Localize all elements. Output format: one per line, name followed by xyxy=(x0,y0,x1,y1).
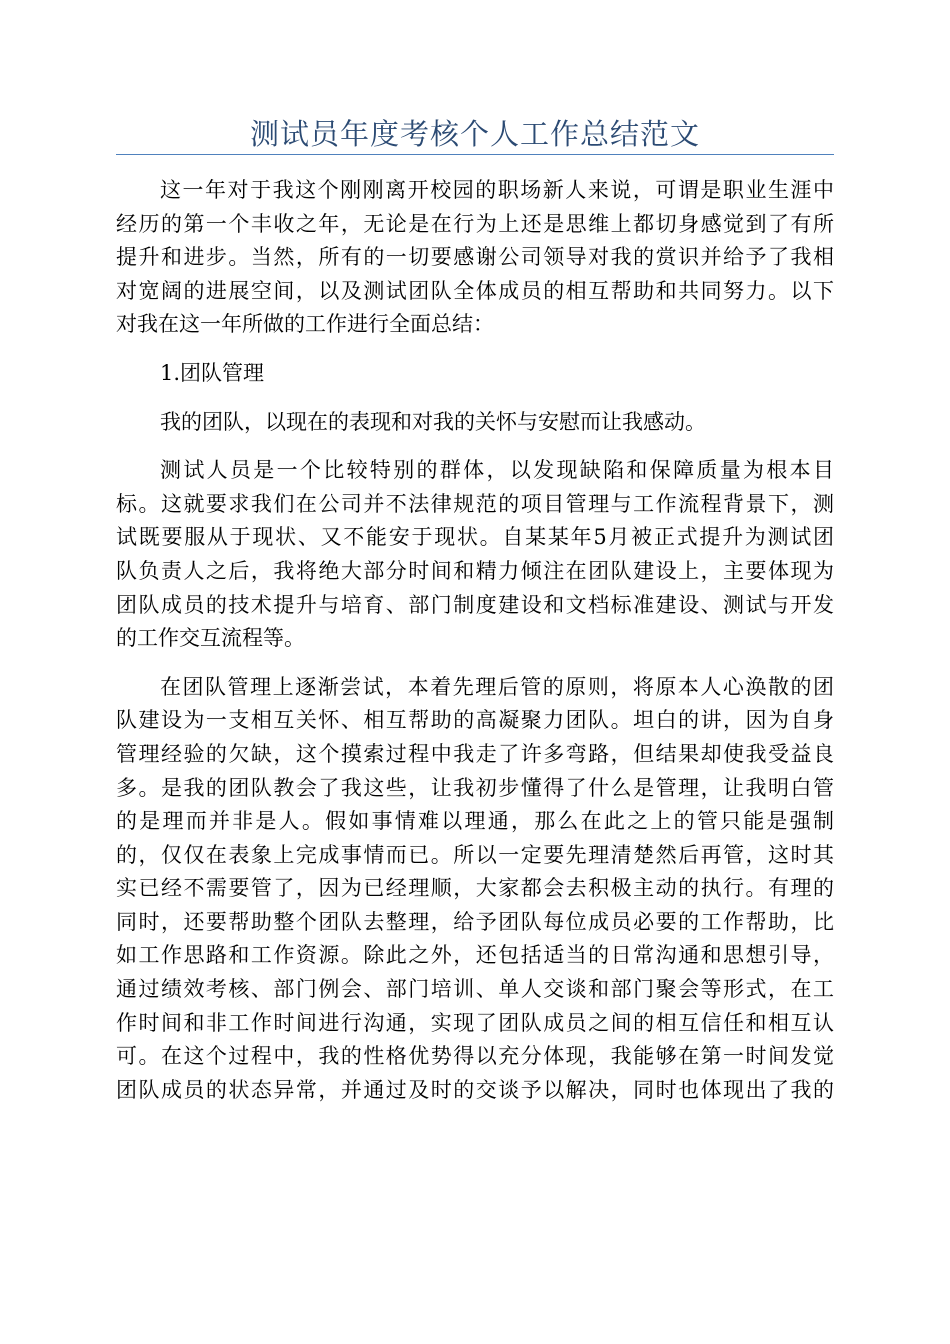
text-line: 我的团队，以现在的表现和对我的关怀与安慰而让我感动。 xyxy=(160,409,706,434)
text-line: 这一年对于我这个刚刚离开校园的职场新人来说，可谓是职业生涯中 xyxy=(160,178,834,202)
text-line: 试既要服从于现状、又不能安于现状。自某某年5月被正式提升为测试团 xyxy=(116,525,834,550)
document-page xyxy=(116,0,834,1344)
paragraph-intro xyxy=(116,174,834,342)
text-line: 对我在这一年所做的工作进行全面总结： xyxy=(116,312,494,337)
text-line: 队建设为一支相互关怀、相互帮助的高凝聚力团队。坦白的讲，因为自身 xyxy=(116,708,834,733)
text-line: 测试人员是一个比较特别的群体，以发现缺陷和保障质量为根本目 xyxy=(160,458,834,483)
text-line: 的工作交互流程等。 xyxy=(116,626,305,651)
text-line: 团队成员的技术提升与培育、部门制度建设和文档标准建设、测试与开发 xyxy=(116,592,834,617)
document-title: 测试员年度考核个人工作总结范文 xyxy=(249,117,700,151)
text-line: 多。是我的团队教会了我这些，让我初步懂得了什么是管理，让我明白管 xyxy=(116,775,834,800)
paragraph-team-feeling xyxy=(116,406,834,440)
text-line: 同时，还要帮助整个团队去整理，给予团队每位成员必要的工作帮助，比 xyxy=(116,909,834,934)
text-line: 团队成员的状态异常，并通过及时的交谈予以解决，同时也体现出了我的 xyxy=(116,1077,834,1102)
text-line: 对宽阔的进展空间，以及测试团队全体成员的相互帮助和共同努力。以下 xyxy=(116,278,834,303)
text-line: 在团队管理上逐渐尝试，本着先理后管的原则，将原本人心涣散的团 xyxy=(160,674,834,699)
text-line: 提升和进步。当然，所有的一切要感谢公司领导对我的赏识并给予了我相 xyxy=(116,245,834,270)
text-line: 管理经验的欠缺，这个摸索过程中我走了许多弯路，但结果却使我受益良 xyxy=(116,741,834,766)
text-line: 作时间和非工作时间进行沟通，实现了团队成员之间的相互信任和相互认 xyxy=(116,1010,834,1035)
text-line: 实已经不需要管了，因为已经理顺，大家都会去积极主动的执行。有理的 xyxy=(116,876,834,901)
text-line: 经历的第一个丰收之年，无论是在行为上还是思维上都切身感觉到了有所 xyxy=(116,211,834,236)
title-underline xyxy=(116,154,834,155)
text-line: 通过绩效考核、部门例会、部门培训、单人交谈和部门聚会等形式，在工 xyxy=(116,977,834,1002)
text-line: 标。这就要求我们在公司并不法律规范的项目管理与工作流程背景下，测 xyxy=(116,491,834,516)
text-line: 的，仅仅在表象上完成事情而已。所以一定要先理清楚然后再管，这时其 xyxy=(116,842,834,867)
paragraph-testers xyxy=(116,454,834,656)
text-line: 如工作思路和工作资源。除此之外，还包括适当的日常沟通和思想引导， xyxy=(116,943,834,968)
text-line: 可。在这个过程中，我的性格优势得以充分体现，我能够在第一时间发觉 xyxy=(116,1044,834,1069)
paragraph-management-approach xyxy=(116,671,834,1108)
text-line: 队负责人之后，我将绝大部分时间和精力倾注在团队建设上，主要体现为 xyxy=(116,558,834,583)
section-heading-team-management xyxy=(116,357,834,391)
text-line: 的是理而并非是人。假如事情难以理通，那么在此之上的管只能是强制 xyxy=(116,809,834,834)
document-body xyxy=(116,174,834,1122)
text-line: 1.团队管理 xyxy=(160,360,265,385)
